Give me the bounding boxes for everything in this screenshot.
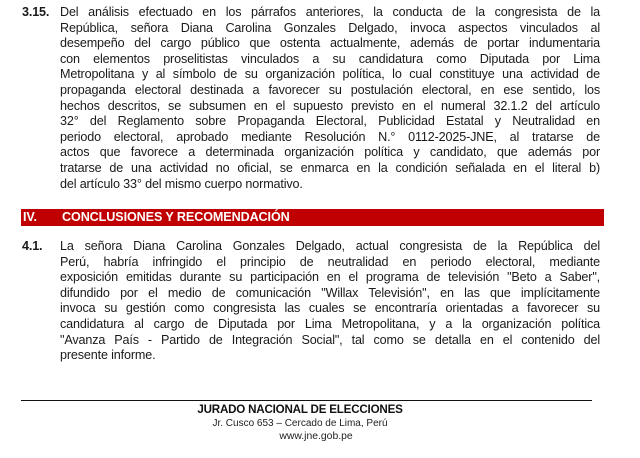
text-line: Del análisis efectuado en los párrafos anteriores, la conducta de la congresista de la	[60, 5, 600, 19]
text-line: "Avanza País - Partido de Integración Social", tal como se detalla en el contenido del	[60, 332, 600, 347]
footer-address: Jr. Cusco 653 – Cercado de Lima, Perú	[212, 418, 388, 429]
section-title: CONCLUSIONES Y RECOMENDACIÓN	[62, 210, 290, 224]
paragraph-body	[60, 239, 600, 364]
text-line: exposición emitidas durante su participación en el programa de televisión "Beto a Saber",	[60, 270, 600, 285]
page-footer	[0, 403, 600, 443]
text-line: hechos descritos, se subsumen en el supuesto previsto en el numeral 32.1.2 del artículo	[60, 98, 600, 113]
text-line: presente informe.	[60, 348, 156, 363]
text-line: La señora Diana Carolina Gonzales Delgado, actual congresista de la República del	[60, 239, 600, 253]
text-line: Perú, habría infringido el principio de neutralidad en periodo electoral, mediante	[60, 254, 600, 269]
paragraph-4-1	[22, 239, 600, 364]
text-line: periodo electoral, aprobado mediante Resolución N.° 0112-2025-JNE, al tratarse de	[60, 129, 600, 144]
paragraph-number: 4.1.	[22, 239, 43, 253]
paragraph-body	[60, 5, 600, 192]
section-heading-conclusions	[21, 209, 604, 226]
text-line: Metropolitana y al símbolo de su organización política, lo cual constituye una actividad de	[60, 67, 600, 82]
footer-divider	[21, 400, 592, 401]
text-line: desempeño del cargo público que ostenta actualmente, además de portar indumentaria	[60, 36, 600, 51]
paragraph-number: 3.15.	[22, 5, 50, 19]
text-line: República, señora Diana Carolina Gonzales Delgado, invoca aspectos vinculados al	[60, 20, 600, 35]
text-line: invoca su gestión como congresista las cuales se encontraría orientadas a favorecer su	[60, 301, 600, 316]
text-line: difundido por el medio de comunicación "Willax Televisión", en las que implícitamente	[60, 285, 600, 300]
footer-website: www.jne.gob.pe	[279, 431, 353, 442]
text-line: tratarse de una actividad no oficial, se enmarca en la condición señalada en el literal b)	[60, 160, 600, 175]
text-line: actos que favorece a determinada organización política y candidato, que además por	[60, 145, 600, 160]
section-number: IV.	[23, 210, 37, 224]
text-line: con elementos proselitistas vinculados a su candidatura como Diputada por Lima	[60, 51, 600, 66]
text-line: 32° del Reglamento sobre Propaganda Electoral, Publicidad Estatal y Neutralidad en	[60, 114, 600, 129]
text-line: candidatura al cargo de Diputada por Lima Metropolitana, y a la organización política	[60, 316, 600, 331]
text-line: del artículo 33° del mismo cuerpo normativo.	[60, 176, 303, 191]
paragraph-3-15	[22, 5, 600, 192]
text-line: propaganda electoral destinada a favorecer su postulación electoral, en ese sentido, los	[60, 82, 600, 97]
footer-organization: JURADO NACIONAL DE ELECCIONES	[197, 403, 403, 416]
